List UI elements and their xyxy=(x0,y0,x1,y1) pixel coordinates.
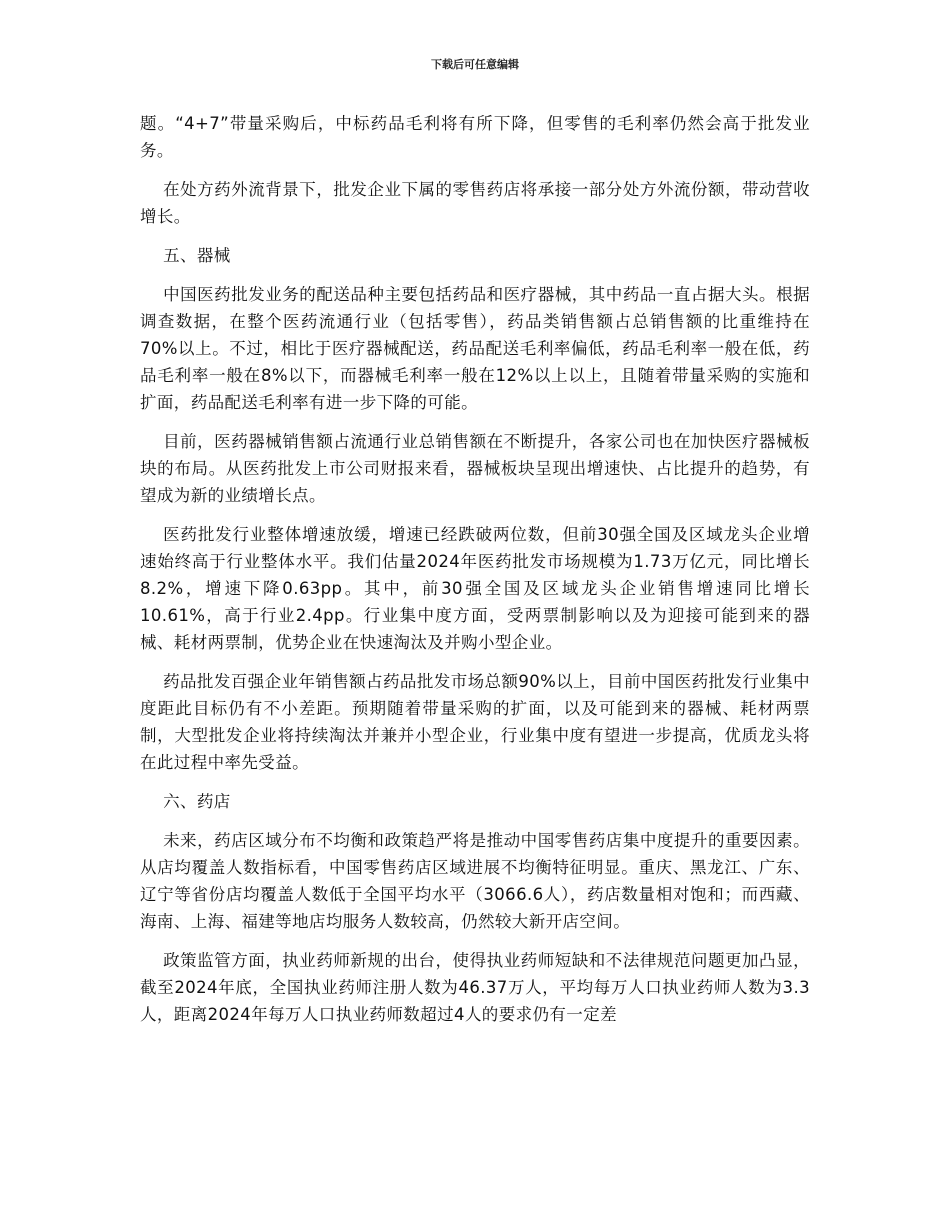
paragraph-wholesale-growth: 医药批发行业整体增速放缓，增速已经跌破两位数，但前30强全国及区域龙头企业增速始终高于行业整体水平。我们估量2024年医药批发市场规模为1.73万亿元，同比增长8.2%，增速下降0.63pp。其中，前30强全国及区域龙头企业销售增速同比增长10.61%，高于行业2.4pp。行业集中度方面，受两票制影响以及为迎接可能到来的器械、耗材两票制，优势企业在快速淘汰及并购小型企业。 xyxy=(140,525,810,652)
paragraph-continuation: 题。“4+7”带量采购后，中标药品毛利将有所下降，但零售的毛利率仍然会高于批发业务。 xyxy=(140,114,810,160)
section-heading-devices: 五、器械 xyxy=(163,246,231,265)
paragraph-device-sales: 目前，医药器械销售额占流通行业总销售额在不断提升，各家公司也在加快医疗器械板块的布局。从医药批发上市公司财报来看，器械板块呈现出增速快、占比提升的趋势，有望成为新的业绩增长点。 xyxy=(140,432,810,505)
paragraph-pharmacy-distribution: 未来，药店区域分布不均衡和政策趋严将是推动中国零售药店集中度提升的重要因素。从店均覆盖人数指标看，中国零售药店区域进展不均衡特征明显。重庆、黑龙江、广东、辽宁等省份店均覆盖人数低于全国平均水平（3066.6人），药店数量相对饱和；而西藏、海南、上海、福建等地店均服务人数较高，仍然较大新开店空间。 xyxy=(140,831,810,931)
paragraph-policy-regulation: 政策监管方面，执业药师新规的出台，使得执业药师短缺和不法律规范问题更加凸显，截至2024年底，全国执业药师注册人数为46.37万人，平均每万人口执业药师人数为3.3人，距离2024年每万人口执业药师数超过4人的要求仍有一定差 xyxy=(140,951,810,1024)
page-header: 下载后可任意编辑 xyxy=(431,58,519,71)
paragraph-distribution-varieties: 中国医药批发业务的配送品种主要包括药品和医疗器械，其中药品一直占据大头。根据调查数据，在整个医药流通行业（包括零售），药品类销售额占总销售额的比重维持在70%以上。不过，相比于医疗器械配送，药品配送毛利率偏低，药品毛利率一般在低，药品毛利率一般在8%以下，而器械毛利率一般在12%以上以上，且随着带量采购的实施和扩面，药品配送毛利率有进一步下降的可能。 xyxy=(140,285,810,412)
paragraph-top100-concentration: 药品批发百强企业年销售额占药品批发市场总额90%以上，目前中国医药批发行业集中度距此目标仍有不小差距。预期随着带量采购的扩面，以及可能到来的器械、耗材两票制，大型批发企业将持续淘汰并兼并小型企业，行业集中度有望进一步提高，优质龙头将在此过程中率先受益。 xyxy=(140,672,810,772)
section-heading-pharmacies: 六、药店 xyxy=(163,792,231,811)
document-body xyxy=(140,110,810,1040)
paragraph-prescription-outflow: 在处方药外流背景下，批发企业下属的零售药店将承接一部分处方外流份额，带动营收增长。 xyxy=(140,180,810,226)
